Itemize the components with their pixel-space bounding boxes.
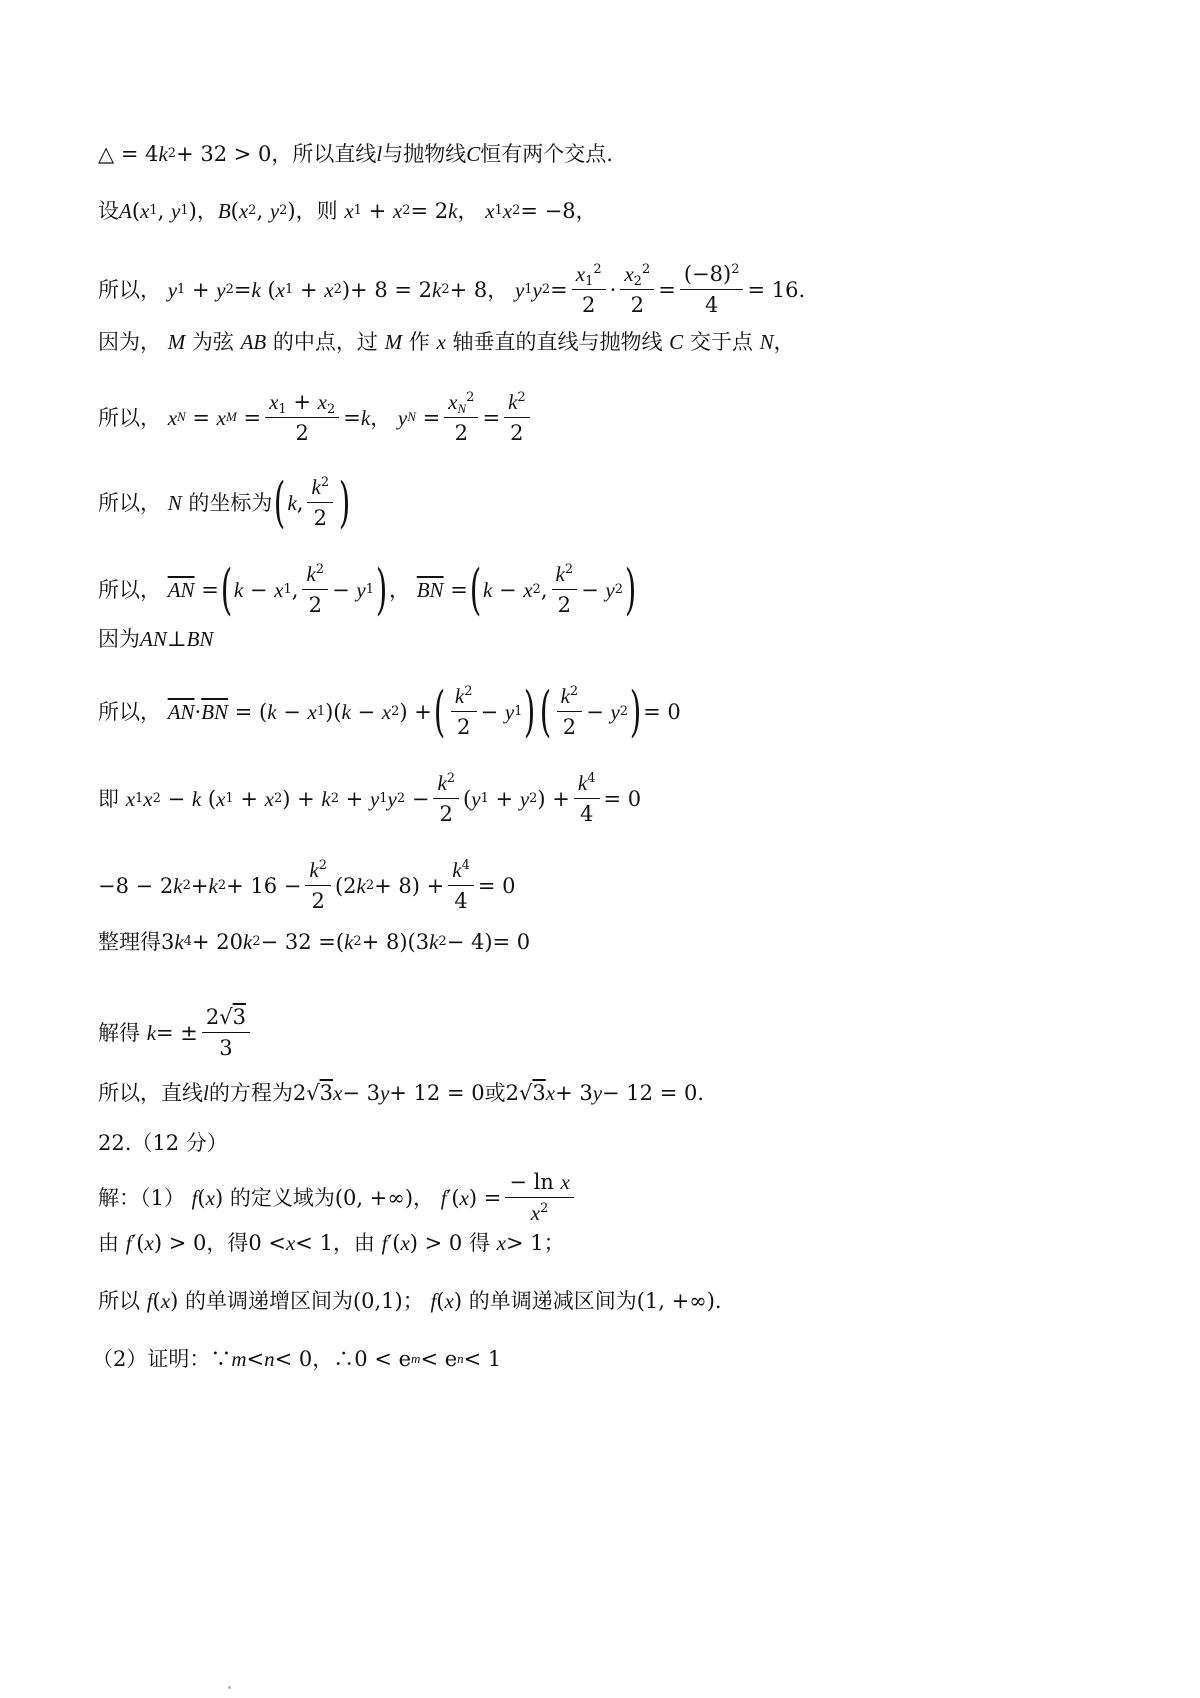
text-line: 所以， N 的坐标为 ( k , $\frac{k^2}{2}$ ) — [98, 470, 351, 534]
text-line: 所以， $\overline{AN}$ = ( k − x 1 , $\frac{k^2}{2}$ − y 1 ) ， $\overline{BN}$ = ( k − x 2 , $\frac{k^2}{2}$ − y 2 ) — [98, 557, 637, 621]
text-line: 解得 k = ± $\frac{2√3}{3}$ — [98, 1005, 254, 1060]
text-line: 解：（1） f ( x ) 的定义域为 (0, +∞) ， f ′( x ) = $\frac{\text{− ln x}}{x^2}$ — [98, 1170, 578, 1225]
text-line: 即 x 1 x 2 − k ( x 1 + x 2 ) + k 2 + y 1 y 2 − $\frac{k^2}{2}$ ( y 1 + y 2 ) + $\frac{k^4}{4}$ = 0 — [98, 771, 642, 826]
scan-speck — [228, 1686, 231, 1689]
text-line: 所以， y 1 + y 2 = k ( x 1 + x 2 ) + 8 = 2 k 2 + 8， y 1 y 2 = $\frac{x_1^2}{2}$ · $\frac{x_2^2}{2}$ = $\frac{(-8)^2}{4}$ = 16. — [98, 262, 806, 317]
text-line: 所以，直线 l 的方程为 2 √ 3 x − 3 y + 12 = 0 或 2 √ 3 x + 3 y − 12 = 0. — [98, 1081, 705, 1105]
text-line: 因为， M 为弦 AB 的中点，过 M 作 x 轴垂直的直线与抛物线 C 交于点 N ， — [98, 330, 795, 354]
text-line: 所以， x N = x M = $\frac{x_1 + x_2}{2}$ = k ， y N = $\frac{x_N^2}{2}$ = $\frac{k^2}{2}$ — [98, 390, 534, 445]
text-line: 整理得 3 k 4 + 20 k 2 − 32 = ( k 2 + 8 )( 3 k 2 − 4 ) = 0 — [98, 930, 531, 954]
text-line: −8 − 2 k 2 + k 2 + 16 − $\frac{k^2}{2}$ ( 2 k 2 + 8 ) + $\frac{k^4}{4}$ = 0 — [98, 858, 516, 913]
text-line: （2）证明：∵ m < n < 0 ，∴ 0 < e m < e n < 1 — [92, 1347, 502, 1371]
section-heading: 22.（12 分） — [98, 1131, 228, 1155]
text-line: 设 A ( x 1 , y 1 ) ， B ( x 2 , y 2 ) ，则 x 1 + x 2 = 2 k ， x 1 x 2 = −8， — [98, 199, 597, 223]
text-line: △ = 4 k 2 + 32 > 0，所以直线 l 与抛物线 C 恒有两个交点. — [98, 142, 613, 166]
text-line: 因为 AN ⊥ BN — [98, 627, 214, 651]
text-line: 所以， $\overline{AN}$ · $\overline{BN}$ = ( k − x 1 )( k − x 2 ) + ( $\frac{k^2}{2}$ − y 1 ) ( $\frac{k^2}{2}$ − y 2 ) = 0 — [98, 679, 681, 743]
text-line: 所以 f ( x ) 的单调递增区间为 (0,1) ； f ( x ) 的单调递减区间为 (1, +∞) . — [98, 1289, 722, 1313]
text-line: 由 f ′( x ) > 0 ，得 0 < x < 1 ，由 f ′( x ) > 0 得 x > 1 ； — [98, 1231, 565, 1255]
